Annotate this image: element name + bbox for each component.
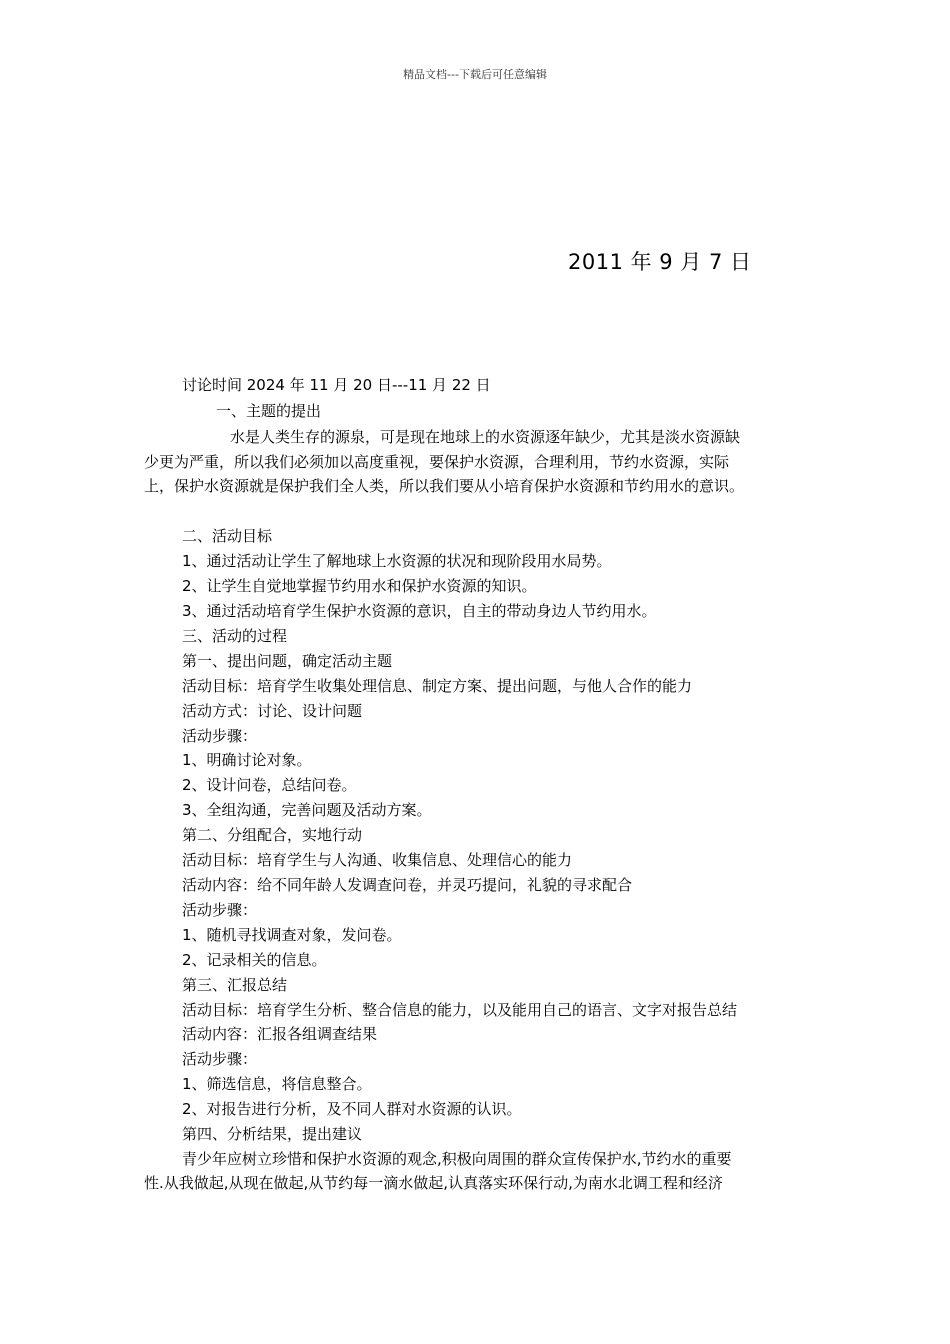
page-header: 精品文档---下载后可任意编辑 <box>403 68 547 81</box>
list-item: 1、通过活动让学生了解地球上水资源的状况和现阶段用水局势。 <box>182 552 612 570</box>
subsection-heading: 第二、分组配合，实地行动 <box>182 826 363 844</box>
paragraph-line: 上，保护水资源就是保护我们全人类，所以我们要从小培育保护水资源和节约用水的意识。 <box>144 477 745 495</box>
text-line: 活动步骤： <box>182 727 258 745</box>
list-item: 2、记录相关的信息。 <box>182 951 327 969</box>
text-line: 活动目标：培育学生分析、整合信息的能力，以及能用自己的语言、文字对报告总结 <box>182 1001 738 1019</box>
paragraph-line: 青少年应树立珍惜和保护水资源的观念,积极向周围的群众宣传保护水,节约水的重要 <box>182 1150 732 1168</box>
paragraph-line: 性.从我做起,从现在做起,从节约每一滴水做起,认真落实环保行动,为南水北调工程和经济 <box>144 1174 723 1192</box>
section-heading: 三、活动的过程 <box>182 627 288 645</box>
discussion-time: 讨论时间 2024 年 11 月 20 日---11 月 22 日 <box>182 376 491 394</box>
text-line: 活动内容：汇报各组调查结果 <box>182 1025 378 1043</box>
text-line: 活动目标：培育学生与人沟通、收集信息、处理信心的能力 <box>182 851 573 869</box>
document-date: 2011 年 9 月 7 日 <box>568 250 752 274</box>
subsection-heading: 第三、汇报总结 <box>182 976 288 994</box>
list-item: 2、设计问卷，总结问卷。 <box>182 776 357 794</box>
list-item: 1、随机寻找调查对象，发问卷。 <box>182 926 402 944</box>
list-item: 1、明确讨论对象。 <box>182 751 312 769</box>
text-line: 活动内容：给不同年龄人发调查问卷，并灵巧提问，礼貌的寻求配合 <box>182 876 633 894</box>
list-item: 3、通过活动培育学生保护水资源的意识，自主的带动身边人节约用水。 <box>182 602 657 620</box>
text-line: 活动目标：培育学生收集处理信息、制定方案、提出问题，与他人合作的能力 <box>182 677 693 695</box>
list-item: 1、筛选信息，将信息整合。 <box>182 1075 372 1093</box>
list-item: 3、全组沟通，完善问题及活动方案。 <box>182 801 432 819</box>
text-line: 活动方式：讨论、设计问题 <box>182 702 363 720</box>
paragraph-line: 少更为严重，所以我们必须加以高度重视，要保护水资源，合理利用，节约水资源，实际 <box>144 453 730 471</box>
subsection-heading: 第一、提出问题，确定活动主题 <box>182 652 393 670</box>
list-item: 2、让学生自觉地掌握节约用水和保护水资源的知识。 <box>182 577 537 595</box>
paragraph-line: 水是人类生存的源泉，可是现在地球上的水资源逐年缺少，尤其是淡水资源缺 <box>230 428 741 446</box>
text-line: 活动步骤： <box>182 1050 258 1068</box>
text-line: 活动步骤： <box>182 901 258 919</box>
section-heading: 一、主题的提出 <box>216 402 322 420</box>
subsection-heading: 第四、分析结果，提出建议 <box>182 1125 363 1143</box>
list-item: 2、对报告进行分析，及不同人群对水资源的认识。 <box>182 1100 522 1118</box>
section-heading: 二、活动目标 <box>182 527 273 545</box>
